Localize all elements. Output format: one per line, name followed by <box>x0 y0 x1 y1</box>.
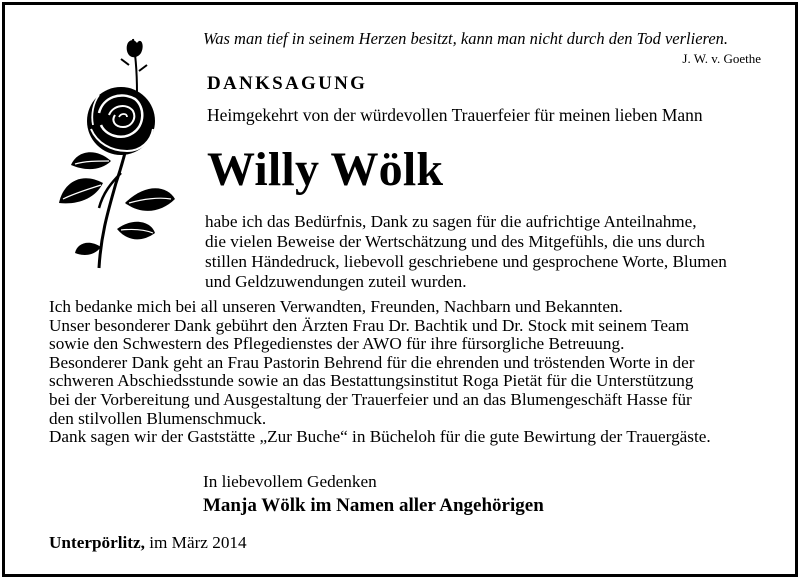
thanks-paragraph-2 <box>49 298 758 447</box>
paragraph-line: schweren Abschiedsstunde sowie an das Bestattungsinstitut Roga Pietät für die Unterstützung <box>49 371 694 391</box>
goethe-quote: Was man tief in seinem Herzen besitzt, kann man nicht durch den Tod verlieren. <box>203 29 729 48</box>
rose-icon <box>41 33 181 273</box>
paragraph-line: die vielen Beweise der Wertschätzung und des Mitgefühls, die uns durch <box>205 232 705 251</box>
paragraph-line: stillen Händedruck, liebevoll geschriebene und gesprochene Worte, Blumen <box>205 252 727 271</box>
place: Unterpörlitz, <box>49 533 145 552</box>
signature: Manja Wölk im Namen aller Angehörigen <box>203 495 544 516</box>
paragraph-line: habe ich das Bedürfnis, Dank zu sagen für die aufrichtige Anteilnahme, <box>205 212 697 231</box>
quote-author: J. W. v. Goethe <box>682 51 761 66</box>
obituary-notice <box>2 2 798 577</box>
paragraph-line: bei der Vorbereitung und Ausgestaltung der Trauerfeier und an das Blumengeschäft Hasse für <box>49 389 692 409</box>
place-date <box>49 533 247 553</box>
paragraph-line: sowie den Schwestern des Pflegedienstes der AWO für ihre fürsorgliche Betreuung. <box>49 334 625 354</box>
thanks-paragraph-1 <box>205 212 758 292</box>
intro-line: Heimgekehrt von der würdevollen Trauerfeier für meinen lieben Mann <box>207 105 703 125</box>
paragraph-line: Ich bedanke mich bei all unseren Verwandten, Freunden, Nachbarn und Bekannten. <box>49 297 623 316</box>
memory-line: In liebevollem Gedenken <box>203 472 377 491</box>
heading-danksagung: DANKSAGUNG <box>207 73 368 94</box>
paragraph-line: den stilvollen Blumenschmuck. <box>49 408 267 428</box>
paragraph-line: Dank sagen wir der Gaststätte „Zur Buche“ in Bücheloh für die gute Bewirtung der Trauergäste. <box>49 427 711 447</box>
deceased-name: Willy Wölk <box>207 143 444 196</box>
paragraph-line: Besonderer Dank geht an Frau Pastorin Behrend für die ehrenden und tröstenden Worte in der <box>49 352 695 372</box>
paragraph-line: Unser besonderer Dank gebührt den Ärzten Frau Dr. Bachtik und Dr. Stock mit seinem Team <box>49 315 689 335</box>
paragraph-line: und Geldzuwendungen zuteil wurden. <box>205 272 467 291</box>
date: im März 2014 <box>149 533 247 552</box>
